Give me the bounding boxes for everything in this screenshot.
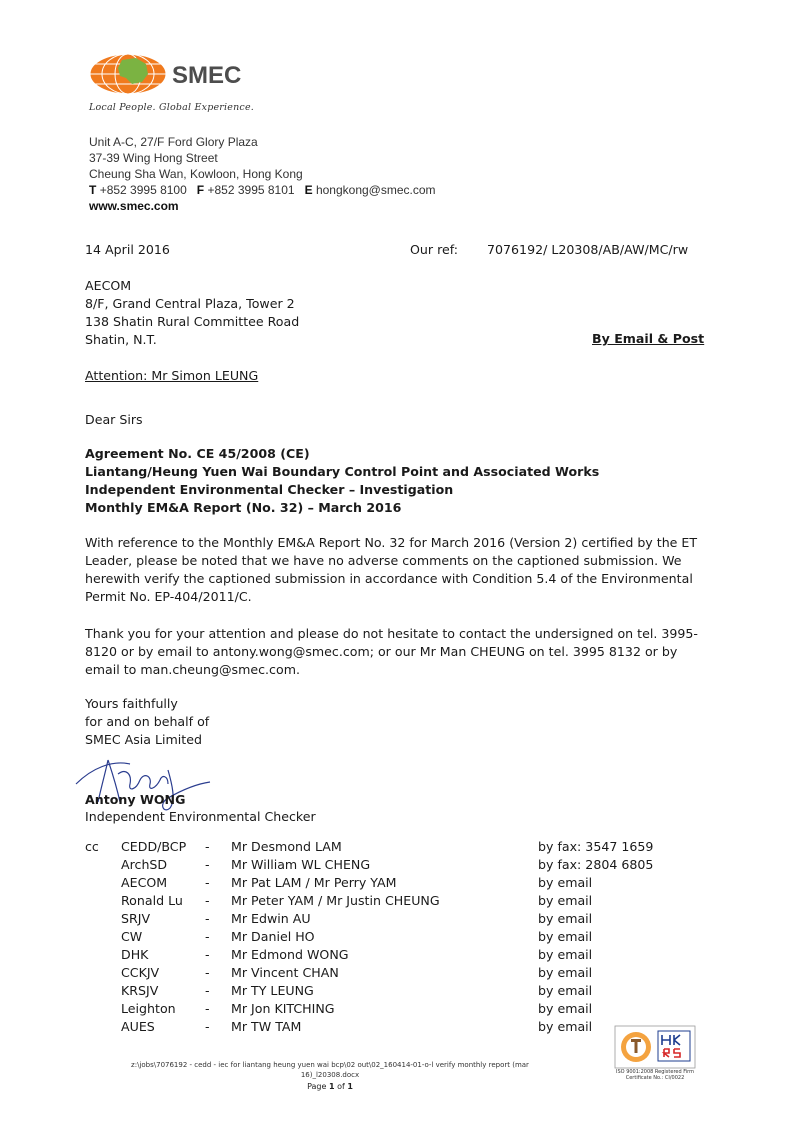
address-line: Unit A-C, 27/F Ford Glory Plaza: [89, 135, 258, 149]
signatory-name: Antony WONG: [85, 792, 186, 807]
our-ref-label: Our ref:: [410, 242, 458, 257]
cc-row: [121, 892, 653, 910]
body-paragraph: With reference to the Monthly EM&A Report No. 32 for March 2016 (Version 2) certified by the ET Leader, please be noted that we have no adverse comments on the captioned submission. We herewith verify the captioned submission in accordance with Condition 5.4 of the Environmental Permit No. EP-404/2011/C.: [85, 535, 698, 604]
tel-label: T: [89, 183, 97, 197]
cc-organisation: CW: [121, 929, 143, 944]
cc-row: [121, 964, 653, 982]
contact-line: [89, 182, 436, 198]
closing: [85, 695, 209, 749]
cc-recipient: Mr TW TAM: [231, 1019, 302, 1034]
cc-dash: -: [205, 893, 210, 908]
cc-row: [121, 946, 653, 964]
company-address: [89, 134, 436, 214]
cc-recipient: Mr Desmond LAM: [231, 839, 342, 854]
cc-recipient: Mr TY LEUNG: [231, 983, 314, 998]
address-line: 37-39 Wing Hong Street: [89, 151, 218, 165]
recipient-line: 8/F, Grand Central Plaza, Tower 2: [85, 296, 295, 311]
salutation: Dear Sirs: [85, 412, 143, 427]
cc-organisation: SRJV: [121, 911, 151, 926]
cc-method: by email: [538, 1001, 593, 1016]
recipient-address: [85, 277, 299, 349]
closing-line: Yours faithfully: [85, 696, 178, 711]
iso-caption: [600, 1069, 710, 1081]
tel-number: +852 3995 8100: [99, 183, 187, 197]
cc-dash: -: [205, 947, 210, 962]
cc-organisation: Ronald Lu: [121, 893, 183, 908]
closing-line: SMEC Asia Limited: [85, 732, 202, 747]
fax-label: F: [196, 183, 205, 197]
attention-line: Attention: Mr Simon LEUNG: [85, 368, 259, 383]
page-current: 1: [328, 1082, 335, 1091]
cc-dash: -: [205, 911, 210, 926]
cc-list: [121, 838, 653, 1036]
page-number: [120, 1082, 540, 1091]
cc-method: by email: [538, 875, 593, 890]
page-mid: of: [334, 1082, 348, 1091]
cc-recipient: Mr Peter YAM / Mr Justin CHEUNG: [231, 893, 440, 908]
cc-recipient: Mr Vincent CHAN: [231, 965, 339, 980]
cc-dash: -: [205, 1001, 210, 1016]
subject-line: Agreement No. CE 45/2008 (CE): [85, 446, 310, 461]
globe-icon: [88, 52, 258, 102]
cc-organisation: AECOM: [121, 875, 168, 890]
cc-dash: -: [205, 965, 210, 980]
cc-organisation: CCKJV: [121, 965, 160, 980]
signatory-title: Independent Environmental Checker: [85, 809, 316, 824]
cc-organisation: DHK: [121, 947, 149, 962]
company-email: hongkong@smec.com: [315, 183, 436, 197]
cc-recipient: Mr Jon KITCHING: [231, 1001, 335, 1016]
cc-organisation: CEDD/BCP: [121, 839, 187, 854]
closing-line: for and on behalf of: [85, 714, 210, 729]
cc-label: cc: [85, 839, 99, 854]
cc-row: [121, 1000, 653, 1018]
cc-row: [121, 874, 653, 892]
delivery-method: By Email & Post: [592, 331, 705, 346]
cc-method: by email: [538, 893, 593, 908]
iso-line: Certificate No.: CI/0022: [625, 1075, 685, 1081]
cc-row: [121, 1018, 653, 1036]
page-prefix: Page: [307, 1082, 329, 1091]
cc-dash: -: [205, 839, 210, 854]
cc-organisation: AUES: [121, 1019, 155, 1034]
subject-line: Monthly EM&A Report (No. 32) – March 2016: [85, 500, 402, 515]
cc-organisation: ArchSD: [121, 857, 168, 872]
cc-method: by email: [538, 947, 593, 962]
cc-method: by email: [538, 929, 593, 944]
file-path: z:\jobs\7076192 - cedd - iec for liantang heung yuen wai bcp\02 out\02_160414-01-o-l verify monthly report (mar 16)_l20308.docx: [131, 1061, 529, 1079]
letter-date: 14 April 2016: [85, 242, 170, 257]
cc-method: by email: [538, 1019, 593, 1034]
recipient-line: AECOM: [85, 278, 132, 293]
subject-heading: [85, 445, 599, 517]
cc-row: [121, 928, 653, 946]
page-total: 1: [347, 1082, 353, 1091]
iso-certification-logo: [614, 1025, 696, 1069]
address-line: Cheung Sha Wan, Kowloon, Hong Kong: [89, 167, 303, 181]
cc-organisation: Leighton: [121, 1001, 176, 1016]
cc-recipient: Mr William WL CHENG: [231, 857, 371, 872]
cc-method: by email: [538, 983, 593, 998]
cc-recipient: Mr Daniel HO: [231, 929, 315, 944]
cc-recipient: Mr Pat LAM / Mr Perry YAM: [231, 875, 397, 890]
company-website: www.smec.com: [89, 199, 179, 213]
fax-number: +852 3995 8101: [207, 183, 295, 197]
cc-dash: -: [205, 1019, 210, 1034]
recipient-line: Shatin, N.T.: [85, 332, 157, 347]
cc-dash: -: [205, 929, 210, 944]
cc-recipient: Mr Edmond WONG: [231, 947, 349, 962]
cc-dash: -: [205, 875, 210, 890]
recipient-line: 138 Shatin Rural Committee Road: [85, 314, 300, 329]
tagline: Local People. Global Experience.: [89, 102, 254, 113]
cc-dash: -: [205, 857, 210, 872]
cc-recipient: Mr Edwin AU: [231, 911, 311, 926]
cc-row: [121, 982, 653, 1000]
email-label: E: [304, 183, 313, 197]
subject-line: Independent Environmental Checker – Investigation: [85, 482, 454, 497]
cc-row: [121, 838, 653, 856]
cc-dash: -: [205, 983, 210, 998]
subject-line: Liantang/Heung Yuen Wai Boundary Control Point and Associated Works: [85, 464, 600, 479]
cc-method: by email: [538, 965, 593, 980]
cc-organisation: KRSJV: [121, 983, 159, 998]
cc-method: by email: [538, 911, 593, 926]
cc-method: by fax: 3547 1659: [538, 839, 654, 854]
iso-line: ISO 9001:2008 Registered Firm: [616, 1069, 694, 1075]
company-name: SMEC: [172, 62, 242, 89]
body-paragraph: Thank you for your attention and please do not hesitate to contact the undersigned on tel. 3995-8120 or by email to antony.wong@smec.com; or our Mr Man CHEUNG on tel. 3995 8132 or by email to man.cheung@smec.com.: [85, 626, 698, 677]
cc-row: [121, 856, 653, 874]
cc-row: [121, 910, 653, 928]
our-ref: 7076192/ L20308/AB/AW/MC/rw: [487, 242, 689, 257]
cc-method: by fax: 2804 6805: [538, 857, 654, 872]
